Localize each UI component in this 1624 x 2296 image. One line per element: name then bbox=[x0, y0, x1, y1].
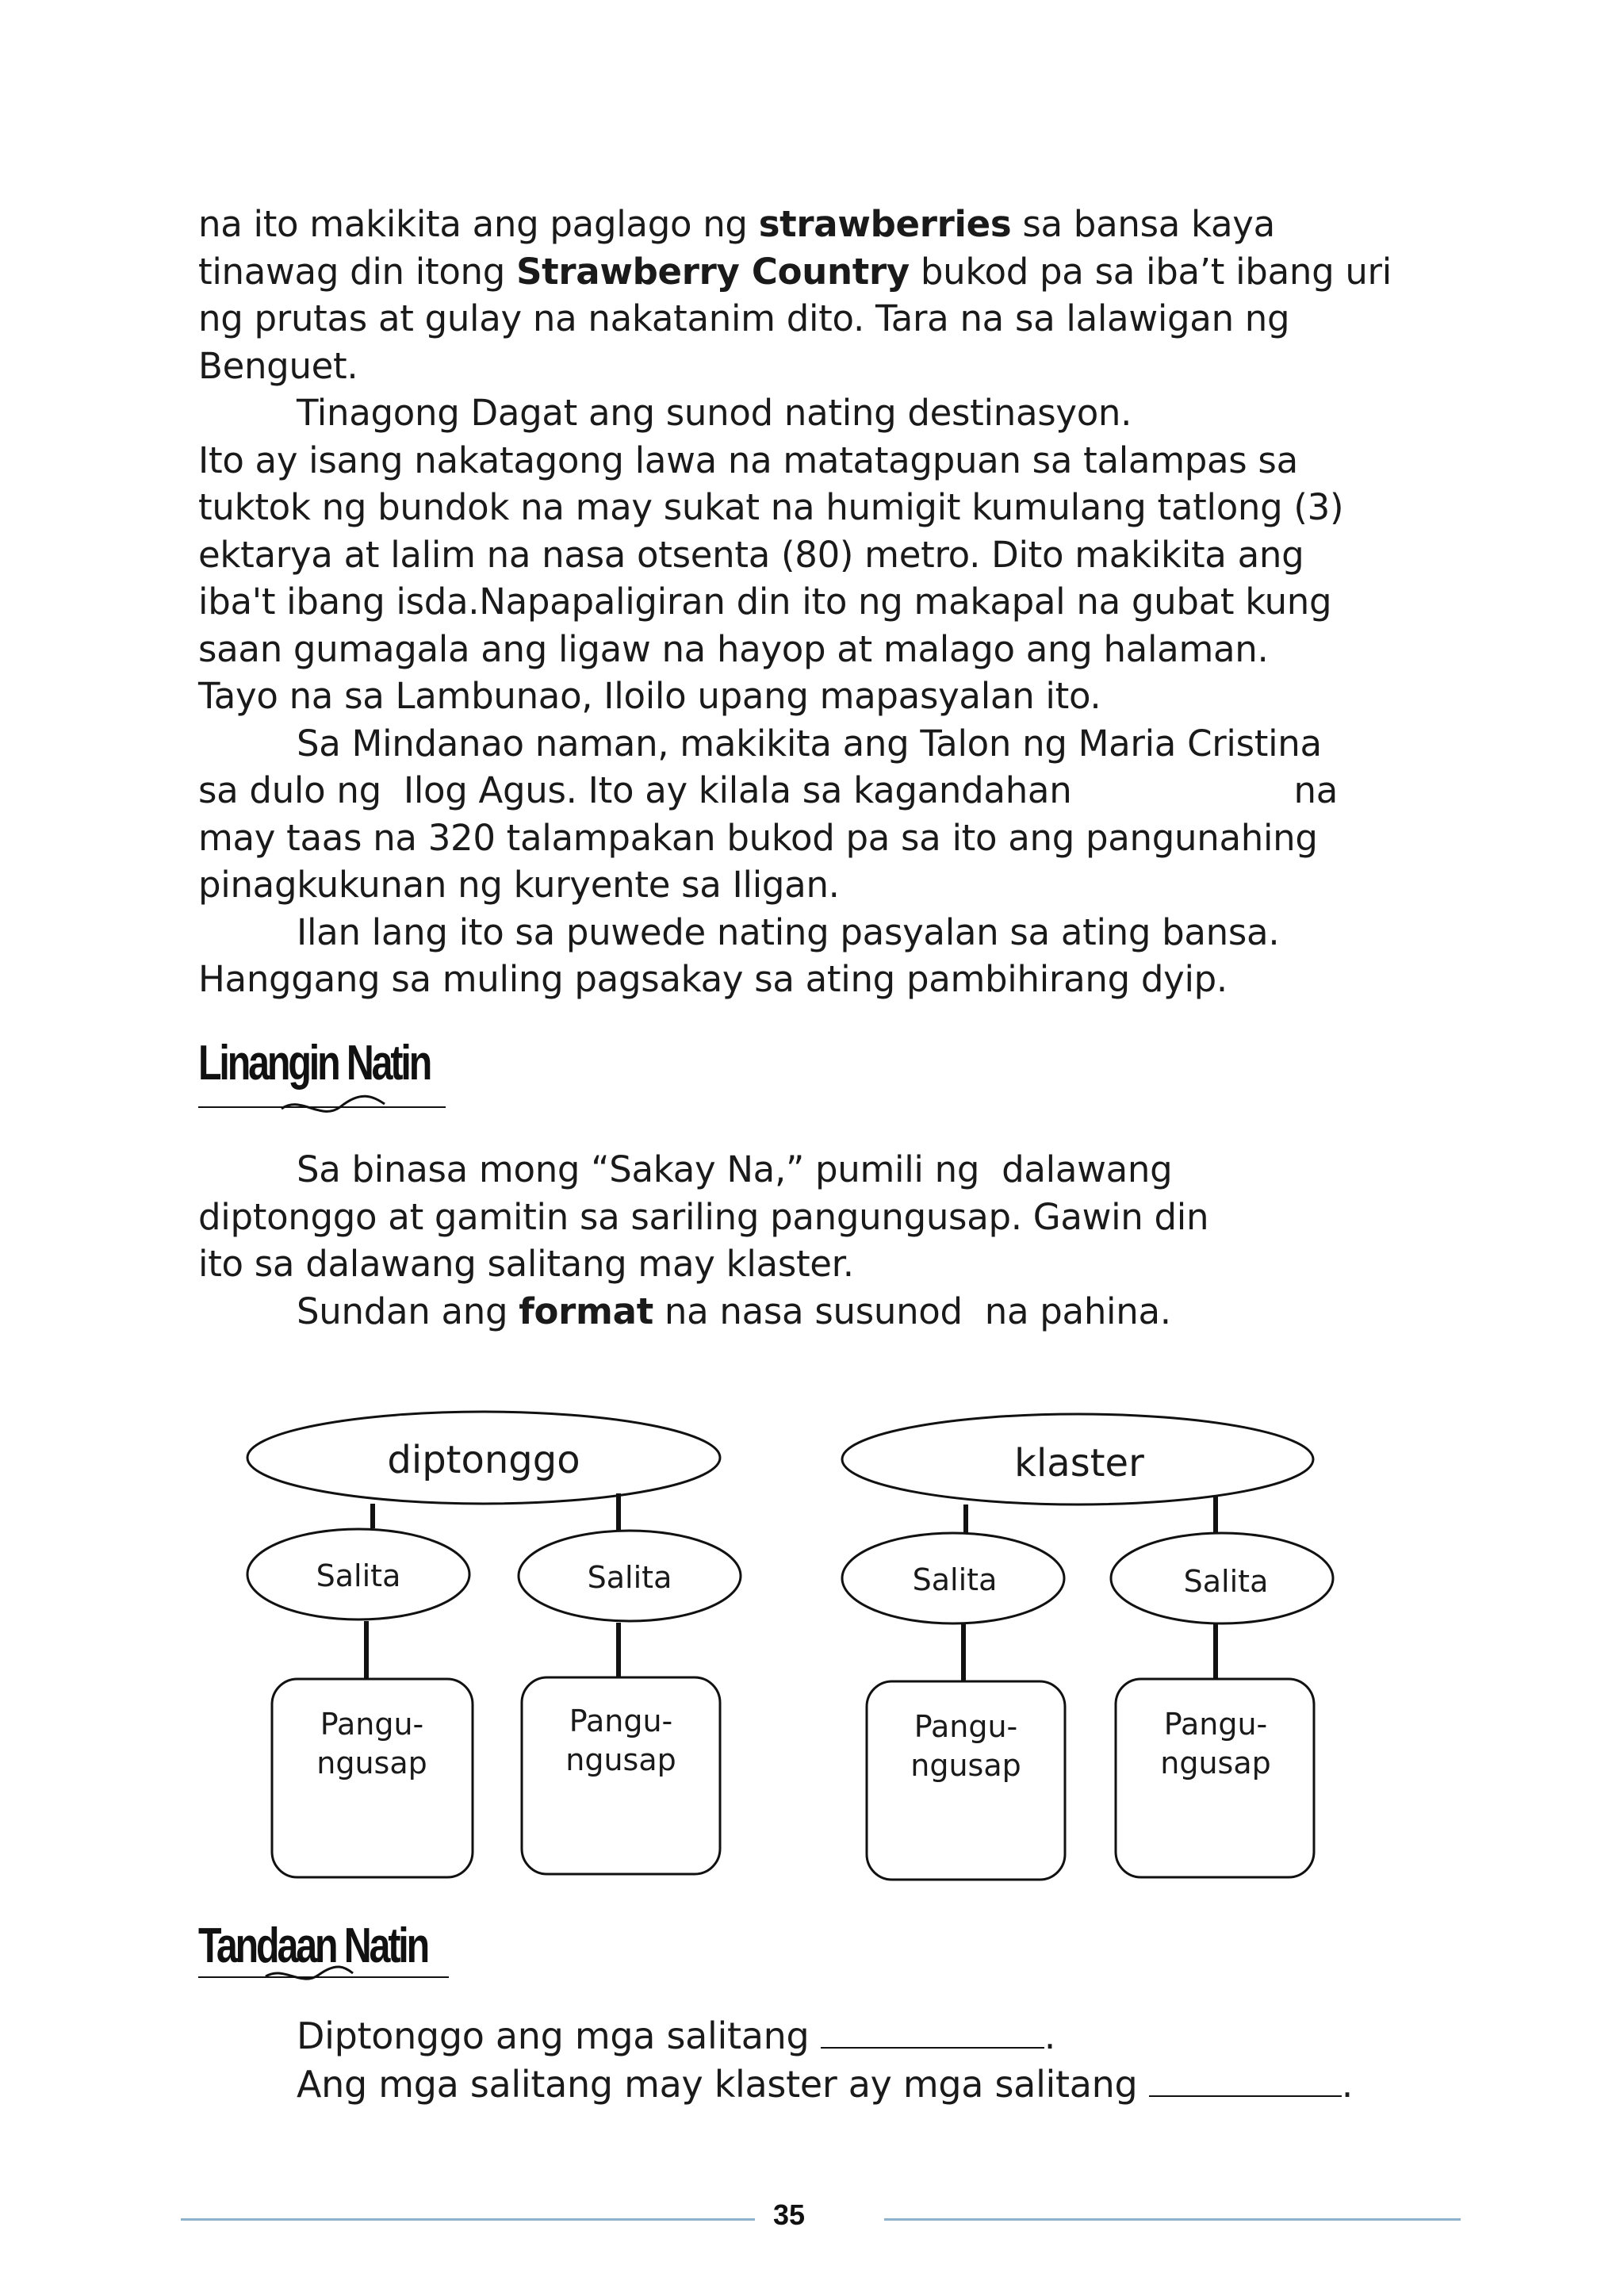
tandaan-line: Diptonggo ang mga salitang . bbox=[297, 2014, 1056, 2057]
instruction-line: diptonggo at gamitin sa sariling pangungusap. Gawin din bbox=[198, 1195, 1209, 1238]
sentence-label: ngusap bbox=[1160, 1746, 1271, 1780]
passage-line: Ilan lang ito sa puwede nating pasyalan sa ating bansa. bbox=[297, 910, 1280, 953]
fill-in-blank[interactable] bbox=[1149, 2062, 1342, 2097]
bold-term: Strawberry Country bbox=[516, 250, 910, 293]
instruction-line: Sa binasa mong “Sakay Na,” pumili ng dalawang bbox=[297, 1148, 1173, 1190]
passage-line: Hanggang sa muling pagsakay sa ating pambihirang dyip. bbox=[198, 958, 1228, 1000]
passage-line: Tayo na sa Lambunao, Iloilo upang mapasyalan ito. bbox=[198, 675, 1101, 717]
passage-line: Benguet. bbox=[198, 344, 358, 387]
page-number: 35 bbox=[772, 2198, 806, 2231]
passage-line: ektarya at lalim na nasa otsenta (80) metro. Dito makikita ang bbox=[198, 533, 1304, 576]
bold-term: strawberries bbox=[758, 203, 1012, 245]
sentence-label: ngusap bbox=[910, 1748, 1021, 1783]
sentence-label: Pangu- bbox=[1163, 1707, 1268, 1742]
tandaan-statements bbox=[297, 2012, 1353, 2109]
sentence-label: ngusap bbox=[316, 1746, 427, 1780]
passage-line: Tinagong Dagat ang sunod nating destinasyon. bbox=[297, 392, 1132, 434]
passage-line: na ito makikita ang paglago ng strawberries sa bansa kaya bbox=[198, 203, 1275, 245]
section-heading-linangin: Linangin Natin bbox=[198, 1036, 431, 1091]
passage-line: Ito ay isang nakatagong lawa na matatagpuan sa talampas sa bbox=[198, 439, 1298, 481]
sentence-label: Pangu- bbox=[914, 1709, 1018, 1744]
passage-line: pinagkukunan ng kuryente sa Iligan. bbox=[198, 864, 840, 906]
root-label: diptonggo bbox=[387, 1438, 580, 1482]
passage-line: iba't ibang isda.Napapaligiran din ito ng makapal na gubat kung bbox=[198, 581, 1332, 623]
passage-line: tuktok ng bundok na may sukat na humigit kumulang tatlong (3) bbox=[198, 486, 1344, 528]
sentence-label: Pangu- bbox=[569, 1704, 673, 1738]
word-label: Salita bbox=[316, 1558, 401, 1593]
passage-line: may taas na 320 talampakan bukod pa sa ito ang pangunahing bbox=[198, 816, 1318, 859]
tandaan-line: Ang mga salitang may klaster ay mga salitang . bbox=[297, 2063, 1354, 2106]
swash-ornament bbox=[262, 1959, 357, 1991]
passage-line: sa dulo ng Ilog Agus. Ito ay kilala sa kagandahan na bbox=[198, 769, 1338, 811]
footer-rule-left bbox=[181, 2218, 755, 2221]
word-label: Salita bbox=[587, 1560, 672, 1595]
sentence-label: ngusap bbox=[565, 1742, 676, 1777]
word-label: Salita bbox=[1183, 1564, 1269, 1599]
passage-line: ng prutas at gulay na nakatanim dito. Tara na sa lalawigan ng bbox=[198, 297, 1290, 339]
passage-line: tinawag din itong Strawberry Country bukod pa sa iba’t ibang uri bbox=[198, 250, 1392, 293]
instruction-line: ito sa dalawang salitang may klaster. bbox=[198, 1243, 854, 1285]
footer-rule-right bbox=[884, 2218, 1461, 2221]
word-label: Salita bbox=[912, 1562, 998, 1597]
root-label: klaster bbox=[1014, 1441, 1144, 1485]
fill-in-blank[interactable] bbox=[821, 2014, 1044, 2049]
passage-line: Sa Mindanao naman, makikita ang Talon ng Maria Cristina bbox=[297, 722, 1322, 765]
bold-term: format bbox=[519, 1290, 653, 1332]
instruction-line: Sundan ang format na nasa susunod na pahina. bbox=[297, 1290, 1171, 1332]
passage-line: saan gumagala ang ligaw na hayop at malago ang halaman. bbox=[198, 627, 1269, 670]
sentence-label: Pangu- bbox=[320, 1707, 424, 1742]
section-heading-tandaan: Tandaan Natin bbox=[198, 1918, 428, 1973]
